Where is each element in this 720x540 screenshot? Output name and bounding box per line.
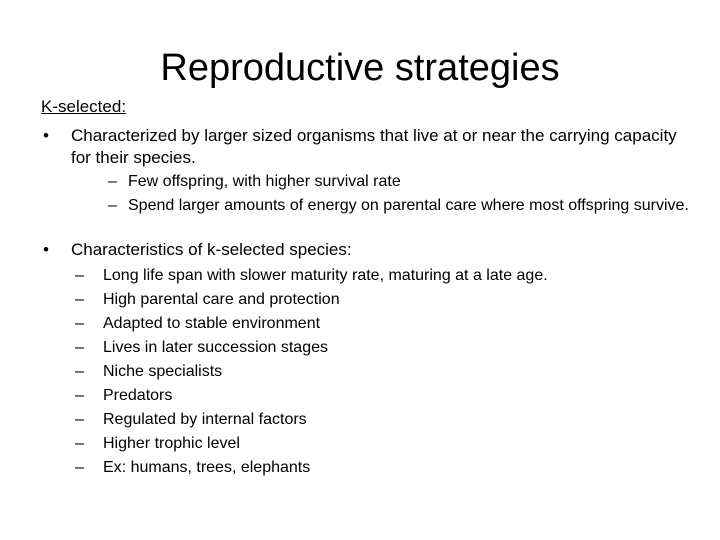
list-item	[75, 409, 695, 433]
list-item	[75, 265, 695, 289]
list-marker: –	[75, 387, 84, 404]
list-item	[75, 313, 695, 337]
bullet-marker: •	[43, 240, 49, 259]
list-marker: –	[75, 339, 84, 356]
list-item-text: Ex: humans, trees, elephants	[103, 459, 311, 476]
bullet-marker: •	[43, 126, 49, 145]
list-item	[75, 385, 695, 409]
sub-bullet-marker: –	[108, 173, 117, 190]
list-marker: –	[75, 459, 84, 476]
list-marker: –	[75, 267, 84, 284]
list-marker: –	[75, 435, 84, 452]
slide-title: Reproductive strategies	[160, 47, 560, 89]
list-item-text: Niche specialists	[103, 363, 223, 380]
list-item-text: Adapted to stable environment	[103, 315, 321, 332]
list-item-text: Higher trophic level	[103, 435, 240, 452]
list-item	[75, 457, 695, 481]
list-item	[75, 289, 695, 313]
list-marker: –	[75, 315, 84, 332]
section-heading: K-selected:	[41, 97, 127, 116]
list-item-text: Regulated by internal factors	[103, 411, 307, 428]
list-item-text: Predators	[103, 387, 173, 404]
bullet-text: Characterized by larger sized organisms that live at or near the carrying capacity for their species.	[71, 126, 677, 167]
list-item	[75, 337, 695, 361]
sub-bullet-parental-care	[108, 197, 698, 215]
sub-bullet-few-offspring	[108, 173, 698, 191]
sub-bullet-text: Few offspring, with higher survival rate	[128, 173, 401, 190]
list-marker: –	[75, 291, 84, 308]
list-item-text: High parental care and protection	[103, 291, 340, 308]
list-item	[75, 433, 695, 457]
bullet-text: Characteristics of k-selected species:	[71, 240, 352, 259]
list-item-text: Lives in later succession stages	[103, 339, 328, 356]
list-item	[75, 361, 695, 385]
list-marker: –	[75, 363, 84, 380]
sub-bullet-text: Spend larger amounts of energy on parental care where most offspring survive.	[128, 197, 689, 214]
characteristics-list	[75, 265, 695, 481]
sub-bullet-marker: –	[108, 197, 117, 214]
list-item-text: Long life span with slower maturity rate, maturing at a late age.	[103, 267, 548, 284]
list-marker: –	[75, 411, 84, 428]
